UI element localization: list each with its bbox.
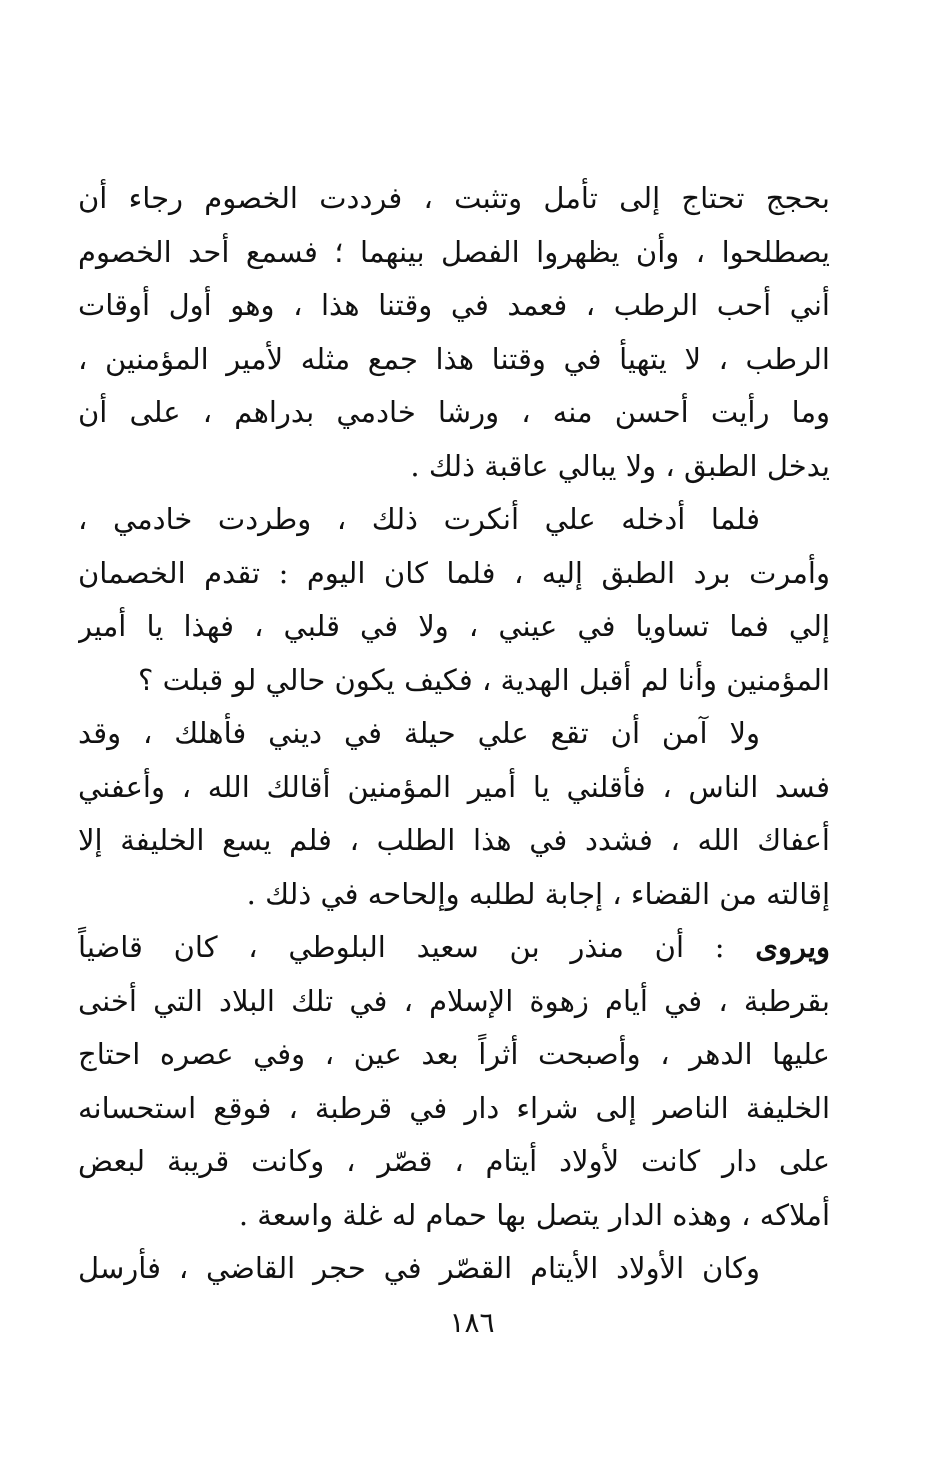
text-line: الخليفة الناصر إلى شراء دار في قرطبة ، فوقع استحسانه xyxy=(78,1090,830,1125)
text-line: بقرطبة ، في أيام زهوة الإسلام ، في تلك البلاد التي أخنى xyxy=(78,983,830,1018)
text-line: إقالته من القضاء ، إجابة لطلبه وإلحاحه في ذلك . xyxy=(246,876,830,911)
text-line: وكان الأولاد الأيتام القصّر في حجر القاضي ، فأرسل xyxy=(78,1251,760,1285)
text-line: بحجج تحتاج إلى تأمل وتثبت ، فرددت الخصوم رجاء أن xyxy=(78,181,830,215)
text-line: يدخل الطبق ، ولا يبالي عاقبة ذلك . xyxy=(410,448,830,483)
text-line: عليها الدهر ، وأصبحت أثراً بعد عين ، وفي عصره احتاج xyxy=(78,1037,830,1071)
text-line: فسد الناس ، فأقلني يا أمير المؤمنين أقالك الله ، وأعفني xyxy=(78,769,830,804)
text-line: أني أحب الرطب ، فعمد في وقتنا هذا ، وهو أول أوقات xyxy=(78,288,830,322)
lead-word: ويروى xyxy=(755,930,830,964)
text-line: على دار كانت لأولاد أيتام ، قصّر ، وكانت قريبة لبعض xyxy=(78,1144,830,1178)
text-line-rest: : أن منذر بن سعيد البلوطي ، كان قاضياً xyxy=(78,930,725,964)
text-line: أعفاك الله ، فشدد في هذا الطلب ، فلم يسع الخليفة إلا xyxy=(78,823,830,857)
text-line: ولا آمن أن تقع علي حيلة في ديني فأهلك ، وقد xyxy=(78,716,760,750)
text-line: المؤمنين وأنا لم أقبل الهدية ، فكيف يكون حالي لو قبلت ؟ xyxy=(137,662,830,697)
text-line: وما رأيت أحسن منه ، ورشا خادمي بدراهم ، على أن xyxy=(78,395,830,429)
text-line: الرطب ، لا يتهيأ في وقتنا هذا جمع مثله لأمير المؤمنين ، xyxy=(78,341,830,376)
body-text xyxy=(78,172,830,1296)
text-line: يصطلحوا ، وأن يظهروا الفصل بينهما ؛ فسمع أحد الخصوم xyxy=(78,234,830,269)
text-line xyxy=(78,921,830,975)
text-line: فلما أدخله علي أنكرت ذلك ، وطردت خادمي ، xyxy=(78,502,760,536)
text-line: وأمرت برد الطبق إليه ، فلما كان اليوم : تقدم الخصمان xyxy=(78,555,830,590)
text-line: إلي فما تساويا في عيني ، ولا في قلبي ، فهذا يا أمير xyxy=(78,609,830,643)
text-line: أملاكه ، وهذه الدار يتصل بها حمام له غلة واسعة . xyxy=(238,1197,830,1232)
page-number: ١٨٦ xyxy=(449,1306,495,1339)
